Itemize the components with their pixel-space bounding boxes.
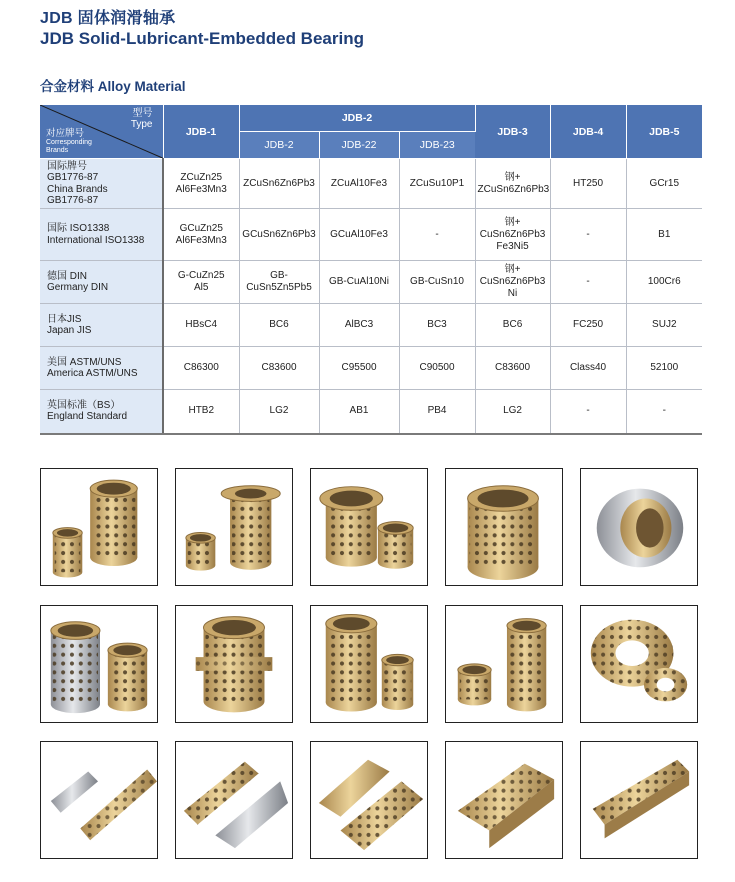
table-cell — [399, 261, 475, 304]
section-heading: 合金材料 Alloy Material — [40, 79, 186, 94]
table-cell — [626, 347, 702, 390]
table-cell — [399, 159, 475, 209]
table-cell — [163, 159, 239, 209]
corner-model-en: Type — [130, 119, 153, 130]
table-cell — [399, 209, 475, 261]
table-row — [40, 209, 702, 261]
cell-line: LG2 — [269, 405, 289, 417]
cell-line: LG2 — [503, 405, 522, 417]
row-label — [40, 347, 163, 390]
header-jdb2-group: JDB-2 — [239, 105, 475, 131]
table-cell — [319, 261, 399, 304]
row-label-line: Germany DIN — [47, 282, 109, 293]
corner-model-cn: 型号 — [132, 108, 153, 119]
stepped-bushing-pair-photo — [310, 605, 428, 723]
row-label — [40, 261, 163, 304]
table-cell — [550, 347, 626, 390]
table-row — [40, 390, 702, 434]
table-cell — [475, 347, 550, 390]
table-row — [40, 261, 702, 304]
cell-line: Al5 — [194, 282, 209, 293]
cell-line: Fe3Ni5 — [496, 240, 529, 252]
table-cell — [239, 304, 319, 347]
table-cell — [626, 304, 702, 347]
table-cell — [163, 209, 239, 261]
cell-line: G-CuZn25 — [177, 270, 225, 281]
header-jdb1: JDB-1 — [163, 105, 239, 159]
page-title-english: JDB Solid-Lubricant-Embedded Bearing — [40, 29, 364, 48]
cell-line: CuSn6Zn6Pb3 — [479, 276, 546, 287]
table-cell — [319, 347, 399, 390]
row-label-line: Japan JIS — [47, 325, 92, 336]
corner-brand-en1: Corresponding — [46, 139, 92, 146]
table-cell — [475, 159, 550, 209]
table-cell — [475, 304, 550, 347]
cell-line: C83600 — [495, 362, 531, 373]
table-cell — [475, 390, 550, 434]
table-cell — [626, 159, 702, 209]
l-wear-block-photo — [445, 741, 563, 859]
cell-line: CuSn6Zn6Pb3 — [479, 228, 546, 240]
cell-line: PB4 — [427, 405, 447, 417]
corner-header — [40, 105, 163, 159]
page-title-chinese: JDB 固体润滑轴承 — [40, 10, 176, 27]
cell-line: GCuAl10Fe3 — [330, 228, 388, 240]
cell-line: ZCuZn25 — [180, 171, 223, 183]
cell-line: Al6Fe3Mn3 — [175, 183, 227, 195]
cell-line: C95500 — [341, 362, 377, 373]
wear-plates-steel-bronze-photo — [40, 741, 158, 859]
header-jdb3: JDB-3 — [475, 105, 550, 159]
table-cell — [319, 159, 399, 209]
table-cell — [550, 209, 626, 261]
cell-line: GB-CuAl10Ni — [328, 276, 390, 287]
cell-line: SUJ2 — [652, 319, 677, 330]
cell-line: - — [435, 228, 439, 240]
cell-line: 钢+ — [504, 264, 521, 275]
cell-line: C90500 — [419, 362, 455, 373]
cell-line: C86300 — [183, 362, 219, 373]
cell-line: Ni — [507, 288, 518, 299]
row-label-line: 英国标准（BS） — [47, 399, 121, 411]
cell-line: ZCuSn6Zn6Pb3 — [477, 183, 550, 195]
subheader-jdb23: JDB-23 — [399, 131, 475, 158]
cell-line: GCuZn25 — [179, 222, 223, 234]
cell-line: GCr15 — [649, 177, 679, 189]
cell-line: BC3 — [427, 319, 447, 330]
table-cell — [319, 304, 399, 347]
table-cell — [163, 304, 239, 347]
table-cell — [239, 347, 319, 390]
steel-ring-bushing-photo — [580, 468, 698, 586]
cell-line: 钢+ — [504, 216, 521, 228]
cell-line: HBsC4 — [185, 319, 218, 330]
table-cell — [399, 304, 475, 347]
row-label-line: GB1776-87 — [47, 195, 99, 206]
row-label-line: GB1776-87 — [47, 172, 99, 183]
header-jdb5: JDB-5 — [626, 105, 702, 159]
cell-line: GCuSn6Zn6Pb3 — [242, 228, 316, 240]
table-cell — [626, 390, 702, 434]
table-cell — [550, 159, 626, 209]
alloy-material-table — [40, 105, 702, 435]
cell-line: GB-CuSn10 — [410, 276, 464, 287]
cell-line: 52100 — [650, 362, 679, 373]
row-label-line: England Standard — [47, 411, 128, 423]
cell-line: Class40 — [569, 362, 607, 373]
cell-line: BC6 — [502, 319, 523, 330]
table-cell — [239, 209, 319, 261]
thick-bushing-angled-photo — [445, 468, 563, 586]
table-cell — [399, 390, 475, 434]
cell-line: AlBC3 — [344, 319, 374, 330]
flanged-bushing-pair-photo — [175, 468, 293, 586]
cell-line: 100Cr6 — [647, 276, 681, 287]
table-cell — [626, 261, 702, 304]
collar-bushing-photo — [175, 605, 293, 723]
cell-line: HT250 — [573, 177, 604, 189]
table-cell — [239, 261, 319, 304]
tall-flanged-bushing-pair-photo — [445, 605, 563, 723]
cell-line: - — [586, 228, 590, 240]
table-row — [40, 347, 702, 390]
cell-line: GB- — [270, 270, 288, 281]
cell-line: 钢+ — [504, 171, 521, 183]
table-cell — [163, 390, 239, 434]
slide-plates-with-holes-photo — [310, 741, 428, 859]
table-cell — [319, 390, 399, 434]
table-row — [40, 159, 702, 209]
cell-line: - — [662, 405, 666, 417]
cell-line: HTB2 — [188, 405, 215, 417]
table-cell — [239, 390, 319, 434]
cell-line: ZCuSn6Zn6Pb3 — [243, 177, 315, 189]
table-cell — [475, 209, 550, 261]
row-label — [40, 159, 163, 209]
cell-line: ZCuSu10P1 — [409, 177, 465, 189]
corner-brand-en2: Brands — [46, 146, 69, 154]
table-cell — [163, 261, 239, 304]
row-label-line: 德国 DIN — [47, 270, 87, 282]
subheader-jdb22: JDB-22 — [319, 131, 399, 158]
row-label-line: China Brands — [47, 183, 108, 195]
row-label-line: 美国 ASTM/UNS — [47, 356, 122, 368]
v-guide-plates-photo — [175, 741, 293, 859]
cell-line: FC250 — [573, 319, 604, 330]
steel-and-bronze-bushing-photo — [40, 605, 158, 723]
table-cell — [550, 304, 626, 347]
cell-line: C83600 — [261, 362, 297, 373]
row-label — [40, 209, 163, 261]
thrust-washer-pair-photo — [580, 605, 698, 723]
cell-line: - — [586, 405, 590, 417]
guide-rail-photo — [580, 741, 698, 859]
table-cell — [399, 347, 475, 390]
row-label — [40, 390, 163, 434]
row-label — [40, 304, 163, 347]
row-label-line: America ASTM/UNS — [47, 368, 138, 379]
cell-line: BC6 — [269, 319, 289, 330]
corner-brand-cn: 对应牌号 — [46, 128, 85, 139]
table-row — [40, 304, 702, 347]
cell-line: CuSn5Zn5Pb5 — [246, 282, 312, 293]
row-label-line: 国际 ISO1338 — [47, 223, 110, 234]
cell-line: - — [586, 276, 590, 287]
cell-line: B1 — [658, 228, 671, 240]
table-cell — [475, 261, 550, 304]
table-cell — [163, 347, 239, 390]
bushing-pair-photo — [40, 468, 158, 586]
subheader-jdb2: JDB-2 — [239, 131, 319, 158]
flanged-bushings-open-photo — [310, 468, 428, 586]
table-cell — [550, 261, 626, 304]
row-label-line: International ISO1338 — [47, 234, 145, 246]
cell-line: AB1 — [349, 405, 369, 417]
table-cell — [319, 209, 399, 261]
table-cell — [550, 390, 626, 434]
row-label-line: 日本JIS — [47, 313, 82, 325]
table-cell — [626, 209, 702, 261]
header-jdb4: JDB-4 — [550, 105, 626, 159]
row-label-line: 国际牌号 — [47, 160, 87, 172]
cell-line: Al6Fe3Mn3 — [175, 234, 227, 246]
table-cell — [239, 159, 319, 209]
cell-line: ZCuAl10Fe3 — [330, 177, 388, 189]
